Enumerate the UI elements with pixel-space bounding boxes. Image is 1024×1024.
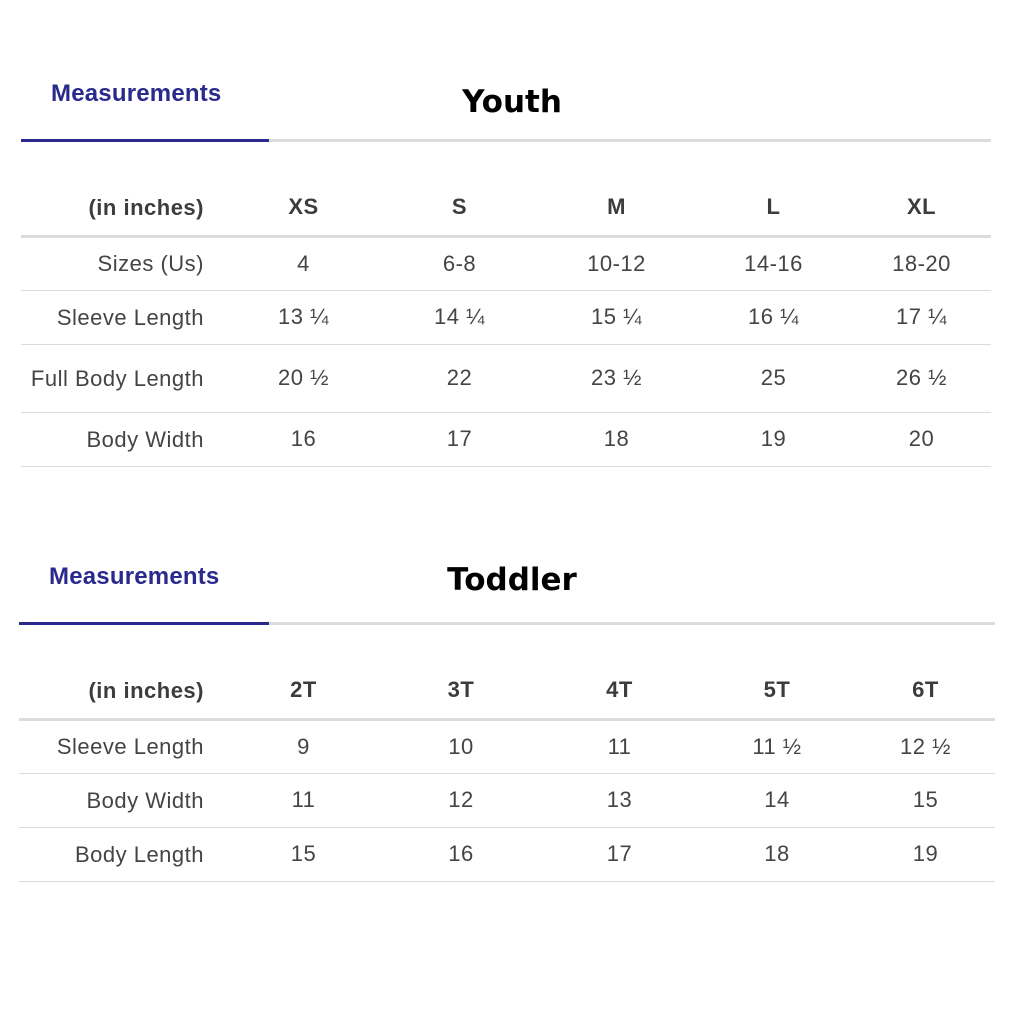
table-cell: 4 [297,250,310,276]
table-cell: 25 [760,365,787,390]
table-row [21,412,991,466]
table-cell: 14 [764,787,790,812]
table-cell: 16 [290,426,317,451]
table-row [19,827,995,881]
table-cell: 12 [448,787,474,812]
youth-title: Youth [462,84,562,120]
table-cell: 11 ½ [752,733,802,759]
table-cell: 15 [912,787,939,812]
table-cell: 16 ¼ [748,304,799,329]
toddler-tab-active-indicator [19,622,269,625]
table-row [19,773,995,827]
table-cell: 23 ½ [591,365,642,390]
youth-col-header: L [766,194,781,220]
table-cell: 14 ¼ [434,304,485,329]
table-row [21,236,991,290]
row-label: Body Width [86,426,204,452]
table-cell: 18 [603,426,630,451]
table-cell: 18-20 [892,250,951,276]
youth-section [0,0,1024,500]
table-cell: 13 [606,787,633,812]
table-row [21,290,991,344]
toddler-tab-rule [19,622,995,625]
toddler-size-table [19,663,995,882]
table-cell: 10 [448,733,474,759]
table-cell: 13 ¼ [278,304,329,329]
table-cell: 20 ½ [278,365,329,390]
toddler-title: Toddler [447,562,577,598]
row-label: Body Length [74,841,204,867]
row-label: Body Width [86,787,204,813]
youth-col-header: XL [906,194,937,220]
youth-measurements-tab[interactable]: Measurements [51,80,222,107]
table-row [19,719,995,773]
table-cell: 26 ½ [896,365,947,390]
table-cell: 17 ¼ [896,304,947,329]
table-cell: 14-16 [744,250,803,276]
youth-size-table [21,180,991,467]
table-cell: 10-12 [587,250,646,276]
toddler-unit-label: (in inches) [88,677,204,703]
table-cell: 19 [912,841,939,866]
table-cell: 11 [607,733,632,759]
youth-col-header: S [451,194,468,220]
youth-header-row [21,180,991,236]
toddler-col-header: 2T [290,677,317,703]
toddler-header-row [19,663,995,719]
table-cell: 15 [290,841,317,866]
table-cell: 9 [297,733,310,759]
table-cell: 17 [446,426,473,451]
toddler-col-header: 5T [763,677,791,703]
row-label: Sleeve Length [56,734,204,759]
youth-col-header: XS [288,194,319,220]
table-cell: 16 [448,841,474,866]
toddler-col-header: 4T [606,677,633,703]
table-cell: 12 ½ [900,733,951,759]
table-cell: 22 [446,365,473,390]
toddler-measurements-tab[interactable]: Measurements [49,563,220,590]
toddler-col-header: 6T [912,677,939,703]
table-row [21,344,991,412]
toddler-col-header: 3T [447,677,475,703]
row-label: Full Body Length [30,365,204,391]
table-cell: 18 [764,841,790,866]
table-cell: 6-8 [442,250,477,276]
youth-col-header: M [607,194,626,220]
table-cell: 15 ¼ [591,304,642,329]
table-cell: 11 [291,787,316,812]
youth-tab-active-indicator [21,139,269,142]
row-label: Sizes (Us) [97,251,204,276]
table-cell: 19 [760,426,787,451]
table-cell: 17 [606,841,633,866]
table-cell: 20 [908,426,935,451]
row-label: Sleeve Length [56,304,204,330]
youth-unit-label: (in inches) [88,194,204,220]
